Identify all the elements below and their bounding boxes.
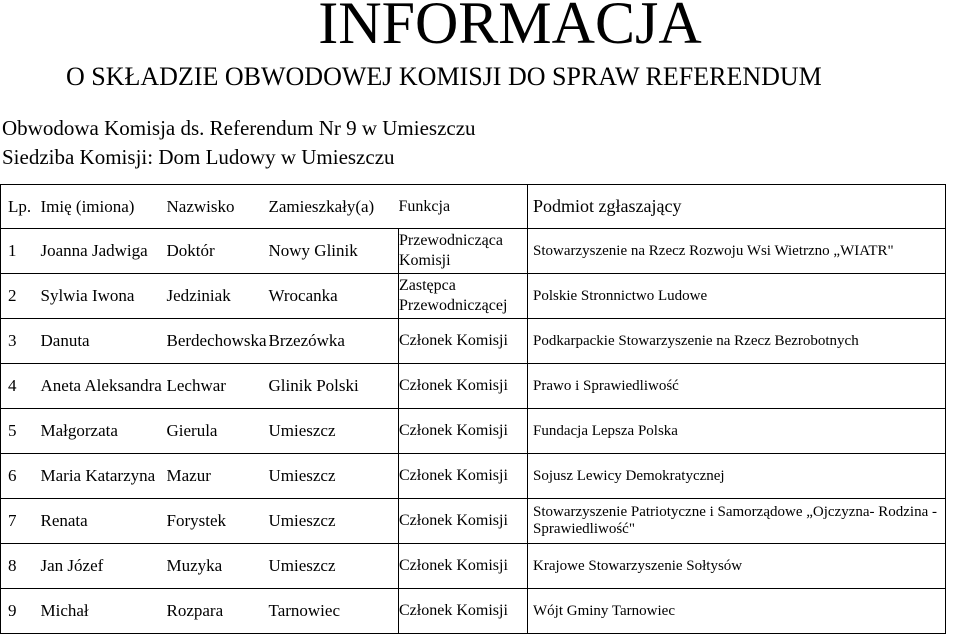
row-residence: Wrocanka bbox=[269, 274, 399, 319]
row-submitting-entity: Stowarzyszenie na Rzecz Rozwoju Wsi Wietrzno „WIATR" bbox=[528, 229, 946, 274]
row-residence: Nowy Glinik bbox=[269, 229, 399, 274]
row-first-name: Maria Katarzyna bbox=[41, 454, 167, 499]
row-last-name: Forystek bbox=[167, 499, 269, 544]
column-header-lp: Lp. bbox=[1, 185, 41, 229]
row-last-name: Doktór bbox=[167, 229, 269, 274]
row-lp: 4 bbox=[1, 364, 41, 409]
row-last-name: Gierula bbox=[167, 409, 269, 454]
commission-name: Obwodowa Komisja ds. Referendum Nr 9 w Umieszczu bbox=[2, 116, 476, 140]
row-first-name: Danuta bbox=[41, 319, 167, 364]
row-submitting-entity: Prawo i Sprawiedliwość bbox=[528, 364, 946, 409]
row-function: Zastępca Przewodniczącej bbox=[399, 274, 528, 319]
row-submitting-entity: Sojusz Lewicy Demokratycznej bbox=[528, 454, 946, 499]
row-lp: 5 bbox=[1, 409, 41, 454]
table-row bbox=[1, 319, 946, 364]
column-header-function: Funkcja bbox=[399, 185, 528, 229]
row-submitting-entity: Krajowe Stowarzyszenie Sołtysów bbox=[528, 544, 946, 589]
table-row bbox=[1, 229, 946, 274]
row-last-name: Lechwar bbox=[167, 364, 269, 409]
row-first-name: Małgorzata bbox=[41, 409, 167, 454]
row-function: Przewodnicząca Komisji bbox=[399, 229, 528, 274]
row-function: Członek Komisji bbox=[399, 589, 528, 634]
column-header-last-name: Nazwisko bbox=[167, 185, 269, 229]
row-function: Członek Komisji bbox=[399, 499, 528, 544]
row-residence: Tarnowiec bbox=[269, 589, 399, 634]
row-last-name: Muzyka bbox=[167, 544, 269, 589]
table-row bbox=[1, 454, 946, 499]
row-residence: Umieszcz bbox=[269, 544, 399, 589]
table-header-row bbox=[1, 185, 946, 229]
row-lp: 9 bbox=[1, 589, 41, 634]
row-last-name: Rozpara bbox=[167, 589, 269, 634]
table-row bbox=[1, 409, 946, 454]
row-first-name: Aneta Aleksandra bbox=[41, 364, 167, 409]
row-function: Członek Komisji bbox=[399, 409, 528, 454]
commission-seat: Siedziba Komisji: Dom Ludowy w Umieszczu bbox=[2, 145, 395, 169]
row-first-name: Sylwia Iwona bbox=[41, 274, 167, 319]
row-first-name: Renata bbox=[41, 499, 167, 544]
column-header-first-name: Imię (imiona) bbox=[41, 185, 167, 229]
row-residence: Brzezówka bbox=[269, 319, 399, 364]
row-submitting-entity: Stowarzyszenie Patriotyczne i Samorządowe „Ojczyzna- Rodzina - Sprawiedliwość" bbox=[528, 499, 946, 544]
row-function: Członek Komisji bbox=[399, 544, 528, 589]
row-last-name: Mazur bbox=[167, 454, 269, 499]
row-function: Członek Komisji bbox=[399, 364, 528, 409]
row-first-name: Joanna Jadwiga bbox=[41, 229, 167, 274]
column-header-residence: Zamieszkały(a) bbox=[269, 185, 399, 229]
column-header-submitting-entity: Podmiot zgłaszający bbox=[528, 185, 946, 229]
row-last-name: Berdechowska bbox=[167, 319, 269, 364]
row-function: Członek Komisji bbox=[399, 454, 528, 499]
row-submitting-entity: Podkarpackie Stowarzyszenie na Rzecz Bezrobotnych bbox=[528, 319, 946, 364]
row-submitting-entity: Wójt Gminy Tarnowiec bbox=[528, 589, 946, 634]
row-lp: 6 bbox=[1, 454, 41, 499]
row-residence: Umieszcz bbox=[269, 499, 399, 544]
row-lp: 8 bbox=[1, 544, 41, 589]
row-lp: 3 bbox=[1, 319, 41, 364]
row-residence: Glinik Polski bbox=[269, 364, 399, 409]
row-first-name: Michał bbox=[41, 589, 167, 634]
table-row bbox=[1, 544, 946, 589]
row-submitting-entity: Polskie Stronnictwo Ludowe bbox=[528, 274, 946, 319]
table-row bbox=[1, 589, 946, 634]
row-first-name: Jan Józef bbox=[41, 544, 167, 589]
table-row bbox=[1, 364, 946, 409]
row-residence: Umieszcz bbox=[269, 409, 399, 454]
table-row bbox=[1, 274, 946, 319]
row-function: Członek Komisji bbox=[399, 319, 528, 364]
page-title: INFORMACJA bbox=[318, 0, 702, 56]
row-lp: 7 bbox=[1, 499, 41, 544]
page-subtitle: O SKŁADZIE OBWODOWEJ KOMISJI DO SPRAW REFERENDUM bbox=[66, 62, 822, 91]
row-submitting-entity: Fundacja Lepsza Polska bbox=[528, 409, 946, 454]
table-row bbox=[1, 499, 946, 544]
members-table bbox=[0, 184, 946, 634]
row-lp: 2 bbox=[1, 274, 41, 319]
row-last-name: Jedziniak bbox=[167, 274, 269, 319]
row-residence: Umieszcz bbox=[269, 454, 399, 499]
row-lp: 1 bbox=[1, 229, 41, 274]
